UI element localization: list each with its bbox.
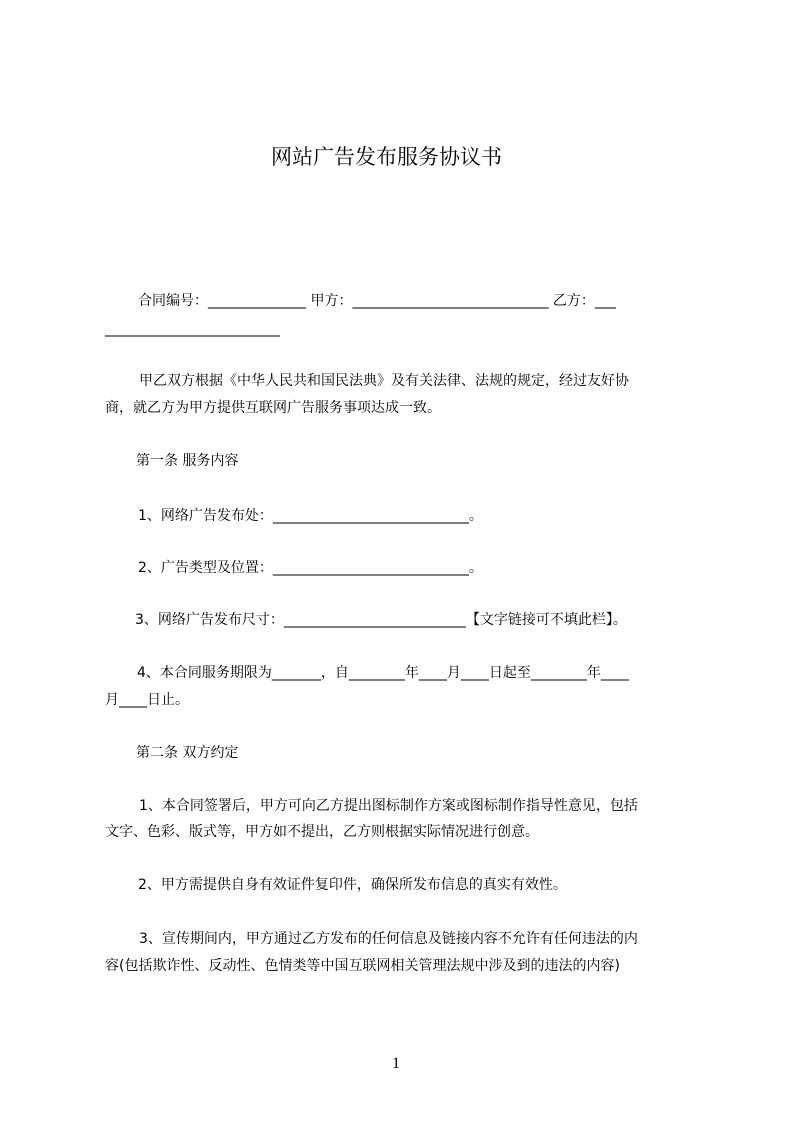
article2-item1-line1: 1、本合同签署后，甲方可向乙方提出图标制作方案或图标制作指导性意见，包括: [139, 798, 638, 814]
intro-line1: 甲乙双方根据《中华人民共和国民法典》及有关法律、法规的规定，经过友好协: [139, 373, 629, 389]
article2-item2: 2、甲方需提供自身有效证件复印件，确保所发布信息的真实有效性。: [138, 877, 567, 893]
article1-item3: 3、网络广告发布尺寸：__________________________【文字链接可不填此栏】。: [135, 612, 627, 628]
article1-item2: 2、广告类型及位置：____________________________。: [138, 560, 483, 576]
page-number: 1: [392, 1055, 400, 1072]
article1-item1: 1、网络广告发布处：____________________________。: [138, 508, 483, 524]
article1-heading: 第一条 服务内容: [136, 453, 239, 469]
article2-heading: 第二条 双方约定: [136, 745, 239, 761]
article2-item3-line2: 容(包括欺诈性、反动性、色情类等中国互联网相关管理法规中涉及到的违法的内容): [105, 958, 620, 974]
article2-item1-line2: 文字、色彩、版式等，甲方如不提出，乙方则根据实际情况进行创意。: [105, 824, 539, 840]
article1-item4-line2: 月____日止。: [105, 692, 189, 708]
article2-item3-line1: 3、宣传期间内，甲方通过乙方发布的任何信息及链接内容不允许有任何违法的内: [139, 931, 638, 947]
intro-line2: 商，就乙方为甲方提供互联网广告服务事项达成一致。: [105, 400, 441, 416]
document-title: 网站广告发布服务协议书: [271, 145, 502, 169]
contract-header-line1: 合同编号：______________ 甲方：____________________________ 乙方：___: [138, 293, 616, 309]
contract-header-line2: _________________________: [105, 321, 280, 337]
article1-item4-line1: 4、本合同服务期限为_______，自________年____月____日起至________年____: [137, 665, 629, 681]
